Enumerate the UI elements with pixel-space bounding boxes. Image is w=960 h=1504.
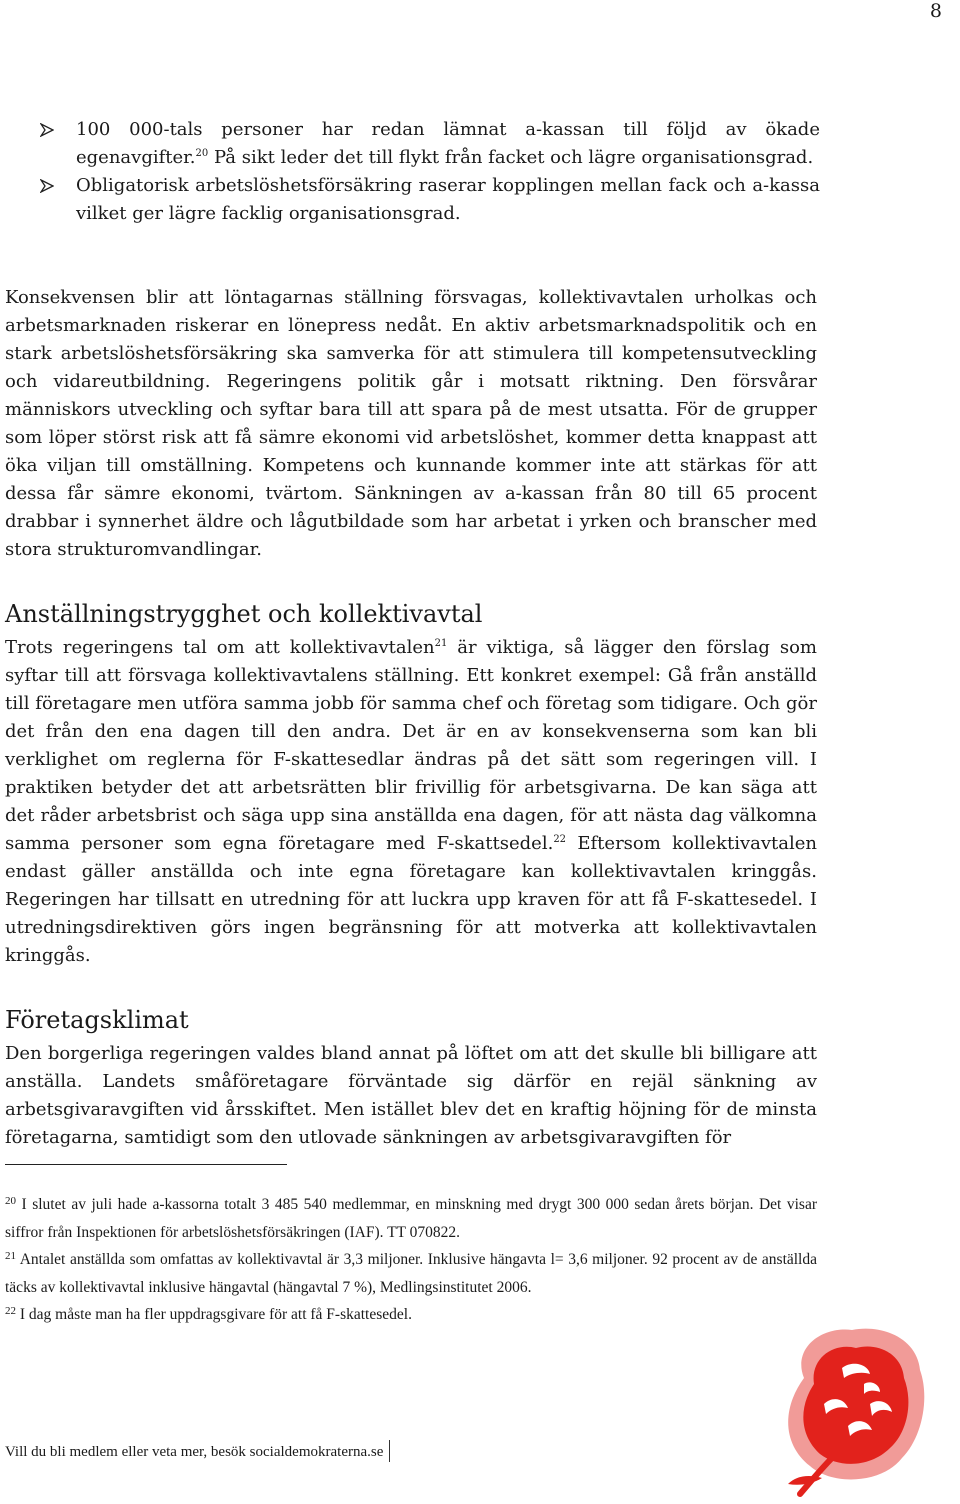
- footer-divider: [389, 1440, 390, 1462]
- bullet-text: Obligatorisk arbetslöshetsförsäkring raserar kopplingen mellan fack och a-kassa vilket ger lägre facklig organisationsgrad.: [76, 175, 820, 224]
- page-number: 8: [929, 0, 942, 22]
- footnote-ref[interactable]: 21: [434, 638, 448, 649]
- paragraph: Konsekvensen blir att löntagarnas ställning försvagas, kollektivavtalen urholkas och arbetsmarknaden riskerar en lönepress nedåt. En aktiv arbetsmarknadspolitik och en stark arbetslöshetsförsäkring ska samverka för att stimulera till kompetensutveckling och vidareutbildning. Regeringens politik går i motsatt riktning. Den försvårar människors utveckling och syftar bara till att spara på de mest utsatta. För de grupper som löper störst risk att få sämre ekonomi vid arbetslöshet, kommer detta knappast att öka viljan till omställning. Kompetens och kunnande kommer inte att stärkas för att dessa får sämre ekonomi, tvärtom. Sänkningen av a-kassan från 80 till 65 procent drabbar i synnerhet äldre och lågutbildade som har arbetat i yrken och branscher med stora strukturomvandlingar.: [5, 287, 817, 560]
- footer-text: Vill du bli medlem eller veta mer, besök socialdemokraterna.se: [5, 1444, 384, 1460]
- footnote-text: Antalet anställda som omfattas av kollektivavtal är 3,3 miljoner. Inklusive hängavta l= 3,6 miljoner. 92 procent av de anställda täcks av kollektivavtal inklusive hängavtal (hängavtal 7 %), Medlingsinstitutet 2006.: [5, 1251, 817, 1296]
- footnotes: [5, 1191, 817, 1329]
- list-item: [40, 172, 820, 228]
- footnote: [5, 1301, 817, 1329]
- footnote: [5, 1191, 817, 1246]
- bullet-arrow-icon: [40, 123, 54, 137]
- footnote-number: 20: [5, 1195, 16, 1207]
- bullet-text: 100 000-tals personer har redan lämnat a-kassan till följd av ökade egenavgifter.: [76, 119, 820, 168]
- footnote: [5, 1246, 817, 1301]
- paragraph: [5, 634, 817, 970]
- rose-logo: [752, 1308, 952, 1498]
- paragraph-text: Eftersom kollektivavtalen endast gäller anställda och inte egna företagare kan kollektivavtalen kringgås. Regeringen har tillsatt en utredning för att luckra upp kraven för att få F-skattesedel. I utredningsdirektiven görs ingen begränsning för att motverka att kollektivavtalen kringgås.: [5, 833, 817, 966]
- footnote-number: 22: [5, 1305, 16, 1317]
- paragraph-text: Trots regeringens tal om att kollektivavtalen: [5, 637, 435, 658]
- bullet-text-continued: På sikt leder det till flykt från facket och lägre organisationsgrad.: [208, 147, 814, 168]
- bullet-list: [40, 116, 820, 228]
- footnote-ref[interactable]: 20: [195, 148, 209, 159]
- paragraph-text: är viktiga, så lägger den förslag som syftar till att försvaga kollektivavtalens ställning. Ett konkret exempel: Gå från anställd till företagare men utföra samma jobb för samma chef och företag som tidigare. Och gör det från den ena dagen till den andra. Det är en av konsekvenserna som kan bli verklighet om reglerna för F-skattesedlar ändras på det sätt som regeringen vill. I praktiken betyder det att arbetsrätten blir frivillig för arbetsgivarna. De kan säga att det råder arbetsbrist och säga upp sina anställda ena dagen, för att nästa dag välkomna samma personer som egna företagare med F-skattsedel.: [5, 637, 817, 854]
- list-item: [40, 116, 820, 172]
- footnote-text: I dag måste man ha fler uppdragsgivare för att få F-skattesedel.: [16, 1306, 412, 1323]
- paragraph: Den borgerliga regeringen valdes bland annat på löftet om att det skulle bli billigare att anställa. Landets småföretagare förväntade sig därför en rejäl sänkning av arbetsgivaravgiften vid årsskiftet. Men istället blev det en kraftig höjning för de minsta företagarna, samtidigt som den utlovade sänkningen av arbetsgivaravgiften för: [5, 1043, 817, 1148]
- bullet-arrow-icon: [40, 179, 54, 193]
- footnote-ref[interactable]: 22: [553, 834, 567, 845]
- section-heading: Företagsklimat: [5, 1006, 189, 1034]
- footnote-divider: [5, 1164, 287, 1165]
- page-footer: [5, 1440, 390, 1462]
- footnote-number: 21: [5, 1250, 16, 1262]
- footnote-text: I slutet av juli hade a-kassorna totalt 3 485 540 medlemmar, en minskning med drygt 300 000 sedan årets början. Det visar siffror från Inspektionen för arbetslöshetsförsäkringen (IAF). TT 070822.: [5, 1196, 817, 1241]
- section-heading: Anställningstrygghet och kollektivavtal: [5, 600, 483, 628]
